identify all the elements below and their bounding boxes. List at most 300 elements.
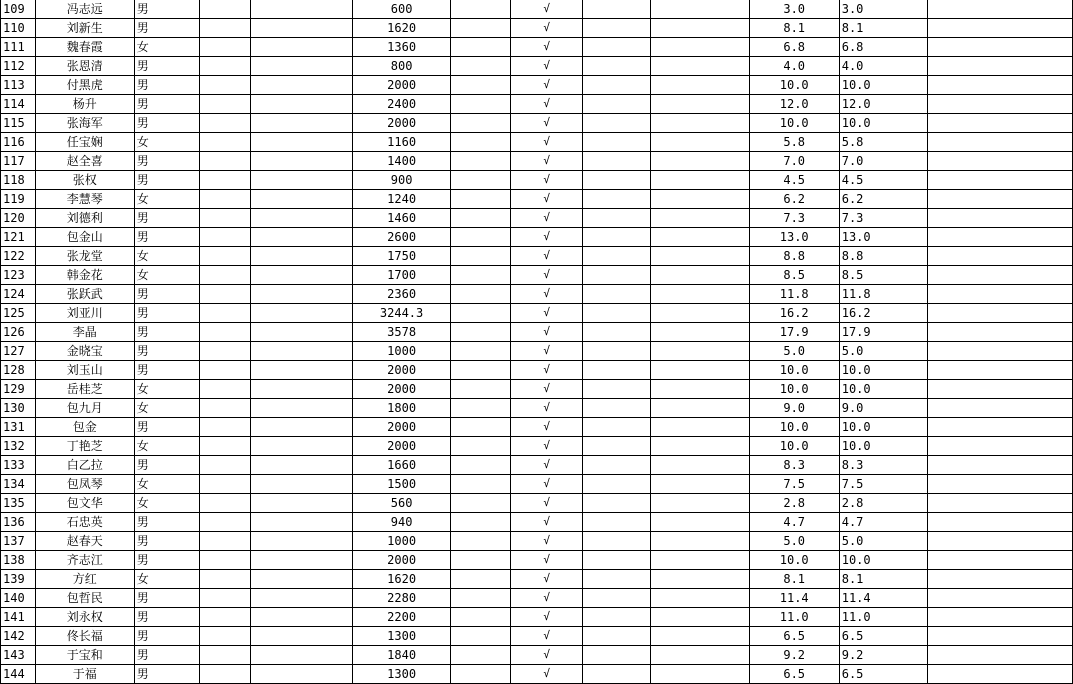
empty-cell[interactable]	[583, 247, 651, 266]
empty-cell[interactable]	[927, 304, 1072, 323]
empty-cell[interactable]	[451, 304, 511, 323]
empty-cell[interactable]	[251, 0, 353, 19]
value-b-cell[interactable]: 6.2	[839, 190, 927, 209]
value-a-cell[interactable]: 6.5	[749, 627, 839, 646]
empty-cell[interactable]	[927, 437, 1072, 456]
name-cell[interactable]: 韩金花	[35, 266, 134, 285]
value-b-cell[interactable]: 11.8	[839, 285, 927, 304]
amount-cell[interactable]: 1700	[352, 266, 450, 285]
empty-cell[interactable]	[251, 532, 353, 551]
checkmark-cell[interactable]: √	[511, 76, 583, 95]
row-number-cell[interactable]: 124	[1, 285, 36, 304]
empty-cell[interactable]	[251, 456, 353, 475]
empty-cell[interactable]	[199, 38, 250, 57]
amount-cell[interactable]: 1360	[352, 38, 450, 57]
empty-cell[interactable]	[451, 228, 511, 247]
empty-cell[interactable]	[583, 285, 651, 304]
empty-cell[interactable]	[650, 266, 749, 285]
empty-cell[interactable]	[583, 133, 651, 152]
empty-cell[interactable]	[927, 589, 1072, 608]
empty-cell[interactable]	[583, 19, 651, 38]
empty-cell[interactable]	[650, 171, 749, 190]
empty-cell[interactable]	[199, 551, 250, 570]
empty-cell[interactable]	[927, 551, 1072, 570]
gender-cell[interactable]: 女	[134, 266, 199, 285]
row-number-cell[interactable]: 110	[1, 19, 36, 38]
checkmark-cell[interactable]: √	[511, 570, 583, 589]
value-a-cell[interactable]: 12.0	[749, 95, 839, 114]
empty-cell[interactable]	[199, 209, 250, 228]
name-cell[interactable]: 佟长福	[35, 627, 134, 646]
empty-cell[interactable]	[650, 285, 749, 304]
value-b-cell[interactable]: 11.4	[839, 589, 927, 608]
value-a-cell[interactable]: 8.1	[749, 570, 839, 589]
value-b-cell[interactable]: 7.0	[839, 152, 927, 171]
checkmark-cell[interactable]: √	[511, 152, 583, 171]
empty-cell[interactable]	[199, 418, 250, 437]
name-cell[interactable]: 石忠英	[35, 513, 134, 532]
empty-cell[interactable]	[927, 247, 1072, 266]
empty-cell[interactable]	[251, 513, 353, 532]
row-number-cell[interactable]: 138	[1, 551, 36, 570]
empty-cell[interactable]	[199, 513, 250, 532]
value-a-cell[interactable]: 10.0	[749, 551, 839, 570]
empty-cell[interactable]	[583, 532, 651, 551]
amount-cell[interactable]: 1400	[352, 152, 450, 171]
checkmark-cell[interactable]: √	[511, 418, 583, 437]
amount-cell[interactable]: 2000	[352, 437, 450, 456]
value-a-cell[interactable]: 7.0	[749, 152, 839, 171]
gender-cell[interactable]: 男	[134, 285, 199, 304]
checkmark-cell[interactable]: √	[511, 228, 583, 247]
amount-cell[interactable]: 3244.3	[352, 304, 450, 323]
row-number-cell[interactable]: 130	[1, 399, 36, 418]
value-b-cell[interactable]: 10.0	[839, 418, 927, 437]
gender-cell[interactable]: 男	[134, 646, 199, 665]
empty-cell[interactable]	[199, 247, 250, 266]
empty-cell[interactable]	[583, 399, 651, 418]
value-a-cell[interactable]: 13.0	[749, 228, 839, 247]
amount-cell[interactable]: 1800	[352, 399, 450, 418]
empty-cell[interactable]	[583, 551, 651, 570]
empty-cell[interactable]	[650, 475, 749, 494]
row-number-cell[interactable]: 120	[1, 209, 36, 228]
value-a-cell[interactable]: 6.8	[749, 38, 839, 57]
name-cell[interactable]: 岳桂芝	[35, 380, 134, 399]
value-b-cell[interactable]: 10.0	[839, 76, 927, 95]
name-cell[interactable]: 张权	[35, 171, 134, 190]
empty-cell[interactable]	[583, 114, 651, 133]
empty-cell[interactable]	[927, 266, 1072, 285]
value-b-cell[interactable]: 13.0	[839, 228, 927, 247]
empty-cell[interactable]	[251, 665, 353, 684]
empty-cell[interactable]	[583, 437, 651, 456]
checkmark-cell[interactable]: √	[511, 57, 583, 76]
empty-cell[interactable]	[650, 38, 749, 57]
empty-cell[interactable]	[251, 228, 353, 247]
value-b-cell[interactable]: 10.0	[839, 437, 927, 456]
gender-cell[interactable]: 女	[134, 247, 199, 266]
row-number-cell[interactable]: 115	[1, 114, 36, 133]
row-number-cell[interactable]: 114	[1, 95, 36, 114]
amount-cell[interactable]: 1000	[352, 532, 450, 551]
checkmark-cell[interactable]: √	[511, 171, 583, 190]
name-cell[interactable]: 白乙拉	[35, 456, 134, 475]
gender-cell[interactable]: 男	[134, 608, 199, 627]
row-number-cell[interactable]: 118	[1, 171, 36, 190]
empty-cell[interactable]	[927, 285, 1072, 304]
gender-cell[interactable]: 男	[134, 0, 199, 19]
name-cell[interactable]: 刘玉山	[35, 361, 134, 380]
row-number-cell[interactable]: 128	[1, 361, 36, 380]
gender-cell[interactable]: 男	[134, 665, 199, 684]
value-b-cell[interactable]: 4.7	[839, 513, 927, 532]
empty-cell[interactable]	[927, 665, 1072, 684]
empty-cell[interactable]	[650, 665, 749, 684]
value-b-cell[interactable]: 2.8	[839, 494, 927, 513]
empty-cell[interactable]	[650, 209, 749, 228]
value-a-cell[interactable]: 5.0	[749, 342, 839, 361]
value-a-cell[interactable]: 10.0	[749, 76, 839, 95]
empty-cell[interactable]	[583, 209, 651, 228]
checkmark-cell[interactable]: √	[511, 0, 583, 19]
empty-cell[interactable]	[583, 228, 651, 247]
value-b-cell[interactable]: 6.5	[839, 665, 927, 684]
name-cell[interactable]: 刘德利	[35, 209, 134, 228]
empty-cell[interactable]	[927, 133, 1072, 152]
row-number-cell[interactable]: 141	[1, 608, 36, 627]
amount-cell[interactable]: 560	[352, 494, 450, 513]
row-number-cell[interactable]: 129	[1, 380, 36, 399]
gender-cell[interactable]: 男	[134, 171, 199, 190]
empty-cell[interactable]	[650, 190, 749, 209]
row-number-cell[interactable]: 144	[1, 665, 36, 684]
empty-cell[interactable]	[251, 57, 353, 76]
empty-cell[interactable]	[199, 608, 250, 627]
checkmark-cell[interactable]: √	[511, 475, 583, 494]
row-number-cell[interactable]: 119	[1, 190, 36, 209]
empty-cell[interactable]	[199, 228, 250, 247]
empty-cell[interactable]	[451, 133, 511, 152]
empty-cell[interactable]	[199, 665, 250, 684]
amount-cell[interactable]: 2360	[352, 285, 450, 304]
amount-cell[interactable]: 1620	[352, 19, 450, 38]
gender-cell[interactable]: 男	[134, 19, 199, 38]
checkmark-cell[interactable]: √	[511, 38, 583, 57]
empty-cell[interactable]	[927, 380, 1072, 399]
empty-cell[interactable]	[927, 513, 1072, 532]
empty-cell[interactable]	[199, 323, 250, 342]
empty-cell[interactable]	[451, 627, 511, 646]
value-a-cell[interactable]: 10.0	[749, 380, 839, 399]
empty-cell[interactable]	[650, 76, 749, 95]
checkmark-cell[interactable]: √	[511, 361, 583, 380]
empty-cell[interactable]	[251, 418, 353, 437]
name-cell[interactable]: 包凤琴	[35, 475, 134, 494]
empty-cell[interactable]	[199, 171, 250, 190]
name-cell[interactable]: 于宝和	[35, 646, 134, 665]
gender-cell[interactable]: 男	[134, 361, 199, 380]
empty-cell[interactable]	[451, 418, 511, 437]
amount-cell[interactable]: 600	[352, 0, 450, 19]
empty-cell[interactable]	[650, 228, 749, 247]
value-a-cell[interactable]: 10.0	[749, 361, 839, 380]
empty-cell[interactable]	[927, 646, 1072, 665]
empty-cell[interactable]	[583, 513, 651, 532]
value-b-cell[interactable]: 8.5	[839, 266, 927, 285]
empty-cell[interactable]	[583, 418, 651, 437]
gender-cell[interactable]: 男	[134, 551, 199, 570]
amount-cell[interactable]: 1620	[352, 570, 450, 589]
value-a-cell[interactable]: 7.5	[749, 475, 839, 494]
empty-cell[interactable]	[251, 437, 353, 456]
empty-cell[interactable]	[583, 380, 651, 399]
checkmark-cell[interactable]: √	[511, 285, 583, 304]
empty-cell[interactable]	[650, 114, 749, 133]
empty-cell[interactable]	[451, 152, 511, 171]
name-cell[interactable]: 方红	[35, 570, 134, 589]
empty-cell[interactable]	[199, 627, 250, 646]
value-a-cell[interactable]: 5.0	[749, 532, 839, 551]
gender-cell[interactable]: 女	[134, 190, 199, 209]
name-cell[interactable]: 冯志远	[35, 0, 134, 19]
empty-cell[interactable]	[451, 456, 511, 475]
gender-cell[interactable]: 男	[134, 627, 199, 646]
name-cell[interactable]: 金晓宝	[35, 342, 134, 361]
empty-cell[interactable]	[451, 0, 511, 19]
checkmark-cell[interactable]: √	[511, 627, 583, 646]
empty-cell[interactable]	[199, 133, 250, 152]
name-cell[interactable]: 张跃武	[35, 285, 134, 304]
empty-cell[interactable]	[199, 76, 250, 95]
empty-cell[interactable]	[650, 304, 749, 323]
empty-cell[interactable]	[650, 437, 749, 456]
checkmark-cell[interactable]: √	[511, 247, 583, 266]
empty-cell[interactable]	[927, 627, 1072, 646]
name-cell[interactable]: 赵全喜	[35, 152, 134, 171]
value-b-cell[interactable]: 10.0	[839, 380, 927, 399]
empty-cell[interactable]	[199, 532, 250, 551]
empty-cell[interactable]	[650, 494, 749, 513]
empty-cell[interactable]	[583, 361, 651, 380]
gender-cell[interactable]: 女	[134, 133, 199, 152]
empty-cell[interactable]	[927, 0, 1072, 19]
empty-cell[interactable]	[583, 76, 651, 95]
empty-cell[interactable]	[451, 532, 511, 551]
empty-cell[interactable]	[251, 19, 353, 38]
empty-cell[interactable]	[451, 608, 511, 627]
row-number-cell[interactable]: 127	[1, 342, 36, 361]
gender-cell[interactable]: 男	[134, 342, 199, 361]
empty-cell[interactable]	[451, 171, 511, 190]
value-a-cell[interactable]: 17.9	[749, 323, 839, 342]
empty-cell[interactable]	[199, 95, 250, 114]
value-b-cell[interactable]: 8.3	[839, 456, 927, 475]
empty-cell[interactable]	[583, 570, 651, 589]
value-a-cell[interactable]: 10.0	[749, 114, 839, 133]
empty-cell[interactable]	[199, 304, 250, 323]
row-number-cell[interactable]: 132	[1, 437, 36, 456]
empty-cell[interactable]	[583, 95, 651, 114]
value-a-cell[interactable]: 10.0	[749, 418, 839, 437]
checkmark-cell[interactable]: √	[511, 190, 583, 209]
empty-cell[interactable]	[199, 57, 250, 76]
value-b-cell[interactable]: 5.8	[839, 133, 927, 152]
checkmark-cell[interactable]: √	[511, 551, 583, 570]
gender-cell[interactable]: 女	[134, 570, 199, 589]
empty-cell[interactable]	[451, 551, 511, 570]
amount-cell[interactable]: 2000	[352, 380, 450, 399]
empty-cell[interactable]	[251, 114, 353, 133]
gender-cell[interactable]: 男	[134, 323, 199, 342]
empty-cell[interactable]	[583, 456, 651, 475]
name-cell[interactable]: 魏春霞	[35, 38, 134, 57]
empty-cell[interactable]	[927, 532, 1072, 551]
empty-cell[interactable]	[927, 456, 1072, 475]
empty-cell[interactable]	[927, 190, 1072, 209]
checkmark-cell[interactable]: √	[511, 532, 583, 551]
row-number-cell[interactable]: 121	[1, 228, 36, 247]
empty-cell[interactable]	[583, 342, 651, 361]
empty-cell[interactable]	[251, 570, 353, 589]
empty-cell[interactable]	[251, 38, 353, 57]
empty-cell[interactable]	[199, 380, 250, 399]
empty-cell[interactable]	[583, 0, 651, 19]
value-b-cell[interactable]: 7.5	[839, 475, 927, 494]
name-cell[interactable]: 任宝娴	[35, 133, 134, 152]
amount-cell[interactable]: 2400	[352, 95, 450, 114]
empty-cell[interactable]	[583, 323, 651, 342]
checkmark-cell[interactable]: √	[511, 589, 583, 608]
value-a-cell[interactable]: 10.0	[749, 437, 839, 456]
empty-cell[interactable]	[199, 646, 250, 665]
empty-cell[interactable]	[451, 513, 511, 532]
gender-cell[interactable]: 女	[134, 494, 199, 513]
value-b-cell[interactable]: 10.0	[839, 114, 927, 133]
name-cell[interactable]: 齐志江	[35, 551, 134, 570]
empty-cell[interactable]	[199, 570, 250, 589]
empty-cell[interactable]	[650, 418, 749, 437]
empty-cell[interactable]	[199, 152, 250, 171]
empty-cell[interactable]	[251, 551, 353, 570]
empty-cell[interactable]	[583, 627, 651, 646]
checkmark-cell[interactable]: √	[511, 323, 583, 342]
value-b-cell[interactable]: 12.0	[839, 95, 927, 114]
empty-cell[interactable]	[451, 380, 511, 399]
value-b-cell[interactable]: 8.8	[839, 247, 927, 266]
value-a-cell[interactable]: 8.8	[749, 247, 839, 266]
row-number-cell[interactable]: 111	[1, 38, 36, 57]
row-number-cell[interactable]: 137	[1, 532, 36, 551]
name-cell[interactable]: 李慧琴	[35, 190, 134, 209]
checkmark-cell[interactable]: √	[511, 437, 583, 456]
empty-cell[interactable]	[251, 646, 353, 665]
empty-cell[interactable]	[251, 627, 353, 646]
empty-cell[interactable]	[451, 589, 511, 608]
empty-cell[interactable]	[251, 494, 353, 513]
gender-cell[interactable]: 男	[134, 76, 199, 95]
gender-cell[interactable]: 女	[134, 437, 199, 456]
row-number-cell[interactable]: 139	[1, 570, 36, 589]
name-cell[interactable]: 杨升	[35, 95, 134, 114]
row-number-cell[interactable]: 134	[1, 475, 36, 494]
checkmark-cell[interactable]: √	[511, 456, 583, 475]
empty-cell[interactable]	[251, 608, 353, 627]
empty-cell[interactable]	[199, 285, 250, 304]
name-cell[interactable]: 刘亚川	[35, 304, 134, 323]
empty-cell[interactable]	[650, 342, 749, 361]
empty-cell[interactable]	[199, 494, 250, 513]
empty-cell[interactable]	[199, 589, 250, 608]
value-b-cell[interactable]: 10.0	[839, 551, 927, 570]
row-number-cell[interactable]: 135	[1, 494, 36, 513]
empty-cell[interactable]	[927, 494, 1072, 513]
amount-cell[interactable]: 1460	[352, 209, 450, 228]
value-b-cell[interactable]: 17.9	[839, 323, 927, 342]
empty-cell[interactable]	[199, 0, 250, 19]
empty-cell[interactable]	[451, 247, 511, 266]
value-a-cell[interactable]: 9.2	[749, 646, 839, 665]
value-a-cell[interactable]: 11.0	[749, 608, 839, 627]
amount-cell[interactable]: 1840	[352, 646, 450, 665]
row-number-cell[interactable]: 133	[1, 456, 36, 475]
empty-cell[interactable]	[927, 57, 1072, 76]
name-cell[interactable]: 赵春天	[35, 532, 134, 551]
empty-cell[interactable]	[927, 475, 1072, 494]
empty-cell[interactable]	[251, 342, 353, 361]
empty-cell[interactable]	[927, 228, 1072, 247]
empty-cell[interactable]	[451, 209, 511, 228]
name-cell[interactable]: 包九月	[35, 399, 134, 418]
checkmark-cell[interactable]: √	[511, 19, 583, 38]
row-number-cell[interactable]: 112	[1, 57, 36, 76]
value-b-cell[interactable]: 9.2	[839, 646, 927, 665]
empty-cell[interactable]	[251, 304, 353, 323]
amount-cell[interactable]: 2200	[352, 608, 450, 627]
value-a-cell[interactable]: 3.0	[749, 0, 839, 19]
value-a-cell[interactable]: 2.8	[749, 494, 839, 513]
empty-cell[interactable]	[583, 665, 651, 684]
row-number-cell[interactable]: 117	[1, 152, 36, 171]
checkmark-cell[interactable]: √	[511, 513, 583, 532]
value-b-cell[interactable]: 8.1	[839, 570, 927, 589]
value-a-cell[interactable]: 6.2	[749, 190, 839, 209]
amount-cell[interactable]: 2000	[352, 361, 450, 380]
value-b-cell[interactable]: 6.8	[839, 38, 927, 57]
gender-cell[interactable]: 男	[134, 418, 199, 437]
empty-cell[interactable]	[650, 570, 749, 589]
empty-cell[interactable]	[251, 247, 353, 266]
name-cell[interactable]: 李晶	[35, 323, 134, 342]
amount-cell[interactable]: 2000	[352, 76, 450, 95]
value-a-cell[interactable]: 11.8	[749, 285, 839, 304]
value-b-cell[interactable]: 4.0	[839, 57, 927, 76]
empty-cell[interactable]	[650, 247, 749, 266]
empty-cell[interactable]	[199, 456, 250, 475]
empty-cell[interactable]	[251, 285, 353, 304]
row-number-cell[interactable]: 116	[1, 133, 36, 152]
empty-cell[interactable]	[199, 475, 250, 494]
empty-cell[interactable]	[583, 589, 651, 608]
empty-cell[interactable]	[650, 95, 749, 114]
gender-cell[interactable]: 女	[134, 475, 199, 494]
checkmark-cell[interactable]: √	[511, 133, 583, 152]
name-cell[interactable]: 包文华	[35, 494, 134, 513]
amount-cell[interactable]: 1300	[352, 665, 450, 684]
checkmark-cell[interactable]: √	[511, 380, 583, 399]
gender-cell[interactable]: 男	[134, 456, 199, 475]
amount-cell[interactable]: 2600	[352, 228, 450, 247]
